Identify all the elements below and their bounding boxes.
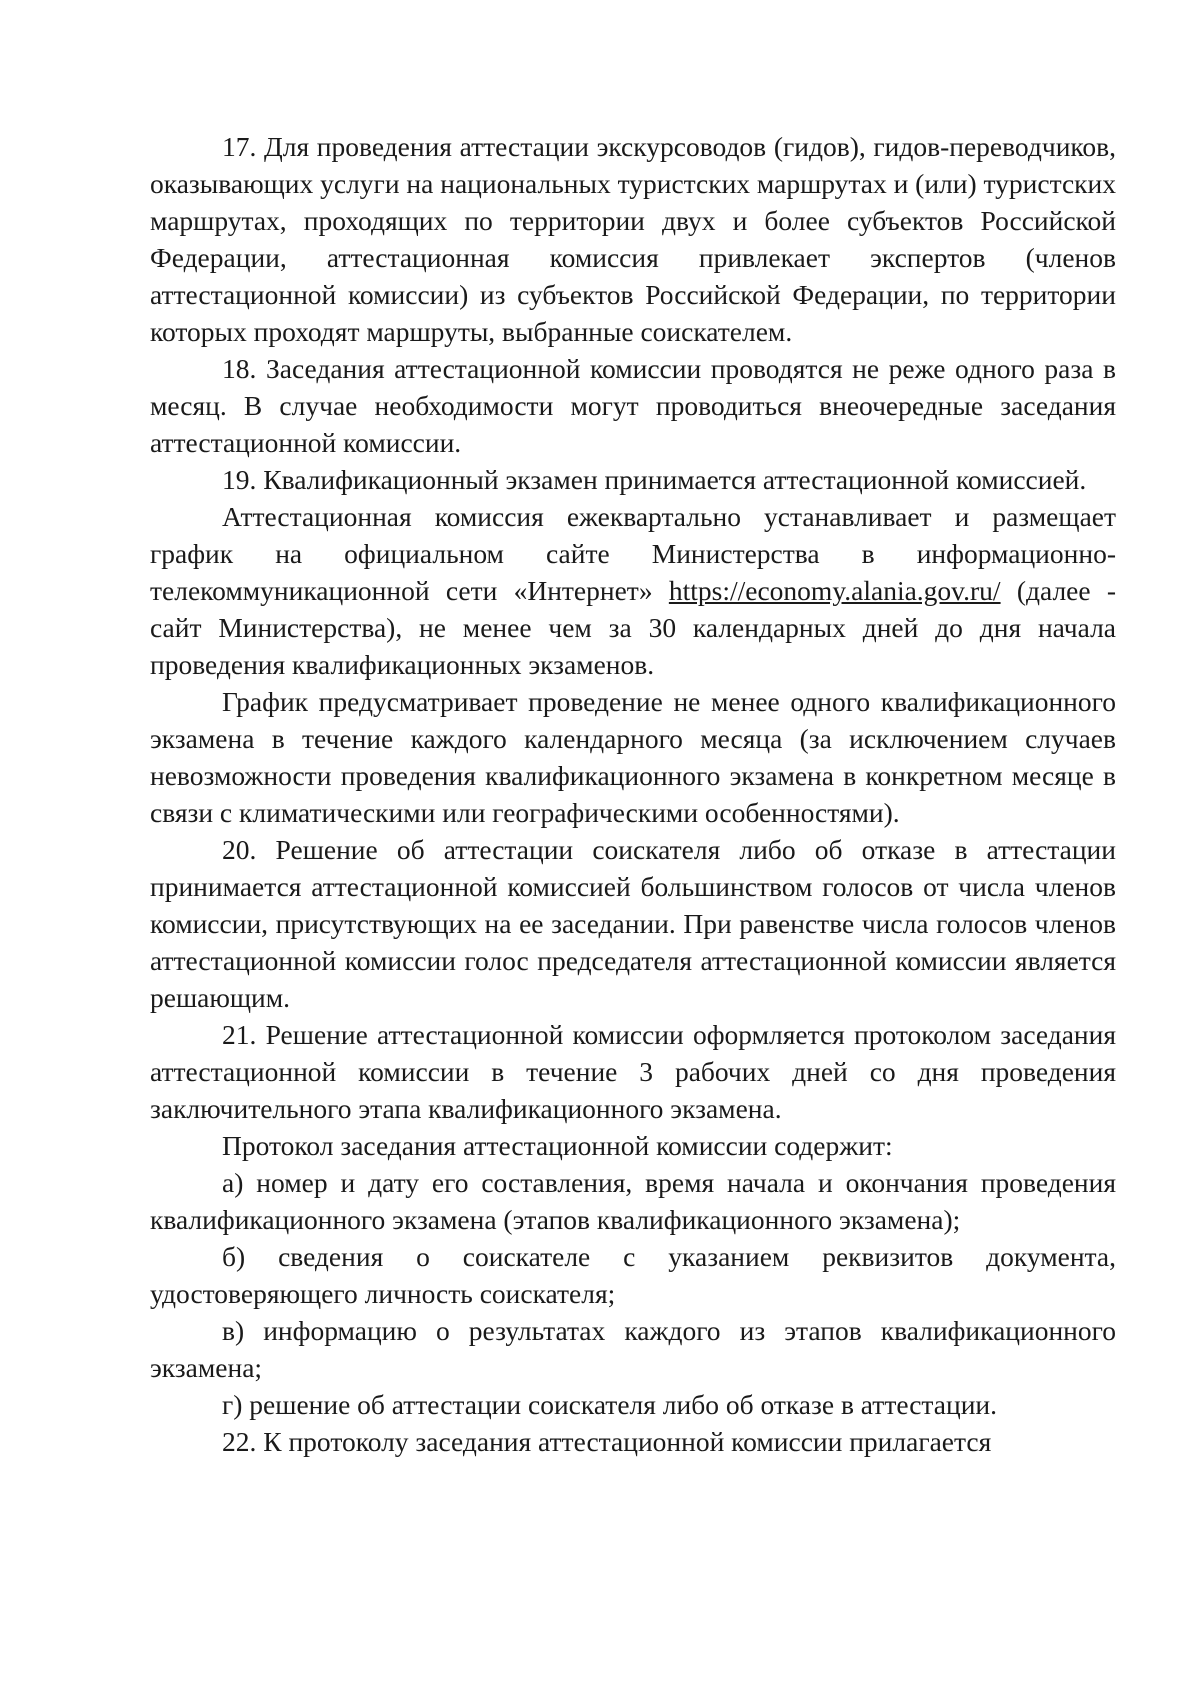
paragraph-20: 20. Решение об аттестации соискателя либо об отказе в аттестации принимается аттестационной комиссией большинством голосов от числа членов комиссии, присутствующих на ее заседании. При равенстве числа голосов членов аттестационной комиссии голос председателя аттестационной комиссии является решающим. (150, 834, 1116, 1013)
schedule-text-after: (далее - сайт Министерства), не менее чем за 30 календарных дней до дня начала проведения квалификационных экзаменов. (150, 575, 1117, 680)
paragraph-21-protocol: Протокол заседания аттестационной комиссии содержит: (222, 1130, 893, 1161)
paragraph-21: 21. Решение аттестационной комиссии оформляется протоколом заседания аттестационной комиссии в течение 3 рабочих дней со дня проведения заключительного этапа квалификационного экзамена. (150, 1019, 1116, 1124)
ministry-website-link[interactable]: https://economy.alania.gov.ru/ (668, 575, 1001, 606)
paragraph-19: 19. Квалификационный экзамен принимается аттестационной комиссией. (222, 464, 1087, 495)
list-item-v: в) информацию о результатах каждого из этапов квалификационного экзамена; (150, 1315, 1116, 1383)
list-item-b: б) сведения о соискателе с указанием реквизитов документа, удостоверяющего личность соискателя; (150, 1241, 1116, 1309)
list-item-g: г) решение об аттестации соискателя либо об отказе в аттестации. (222, 1389, 998, 1420)
document-body (150, 128, 1116, 1460)
paragraph-19-schedule (150, 498, 1116, 683)
paragraph-22: 22. К протоколу заседания аттестационной комиссии прилагается (222, 1426, 992, 1457)
paragraph-17: 17. Для проведения аттестации экскурсоводов (гидов), гидов-переводчиков, оказывающих услуги на национальных туристских маршрутах и (или) туристских маршрутах, проходящих по территории двух и более субъектов Российской Федерации, аттестационная комиссия привлекает экспертов (членов аттестационной комиссии) из субъектов Российской Федерации, по территории которых проходят маршруты, выбранные соискателем. (150, 131, 1116, 347)
list-item-a: а) номер и дату его составления, время начала и окончания проведения квалификационного экзамена (этапов квалификационного экзамена); (150, 1167, 1116, 1235)
paragraph-19-graph: График предусматривает проведение не менее одного квалификационного экзамена в течение каждого календарного месяца (за исключением случаев невозможности проведения квалификационного экзамена в конкретном месяце в связи с климатическими или географическими особенностями). (150, 686, 1116, 828)
paragraph-18: 18. Заседания аттестационной комиссии проводятся не реже одного раза в месяц. В случае необходимости могут проводиться внеочередные заседания аттестационной комиссии. (150, 353, 1116, 458)
schedule-text-before: Аттестационная комиссия ежеквартально устанавливает и размещает график на официальном сайте Министерства в информационно-телекоммуникационной сети «Интернет» (150, 501, 1116, 606)
